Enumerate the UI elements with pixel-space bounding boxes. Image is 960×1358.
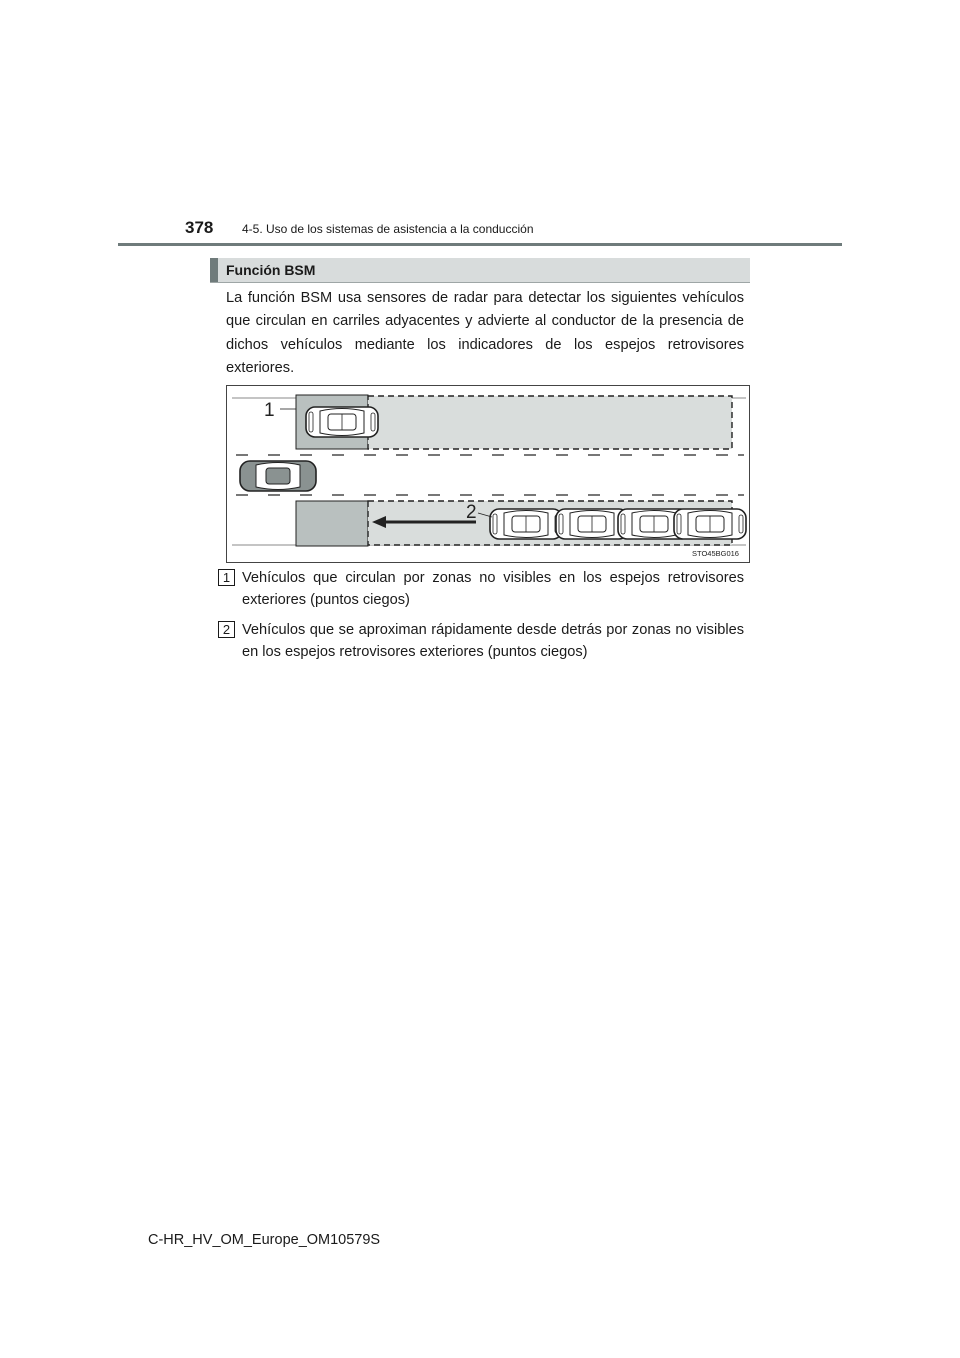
figure-code: STO45BG016 [692,549,739,558]
car-icon [674,509,746,539]
item-number-badge: 1 [218,569,235,586]
item-text: Vehículos que circulan por zonas no visibles en los espejos retrovisores exteriores (puntos ciegos) [242,570,744,608]
footer-doc-id: C-HR_HV_OM_Europe_OM10579S [148,1232,381,1248]
own-car-icon [240,461,316,491]
lower-blind-spot-zone [296,501,368,546]
list-item [218,619,744,663]
item-text: Vehículos que se aproximan rápidamente desde detrás por zonas no visibles en los espejos retrovisores exteriores (puntos ciegos) [242,622,744,660]
section-title: Función BSM [226,262,316,278]
list-item [218,567,744,611]
intro-paragraph: La función BSM usa sensores de radar para detectar los siguientes vehículos que circulan en carriles adyacentes y advierte al conductor de la presencia de dichos vehículos mediante los indicadores de los espejos retrovisores exteriores. [226,290,744,376]
car-icon [306,407,378,437]
callout-2-label [466,502,477,523]
section-heading: 4-5. Uso de los sistemas de asistencia a la conducción [242,222,534,236]
item-number-badge: 2 [218,621,235,638]
svg-text:2: 2 [466,502,477,523]
item-list [218,567,744,671]
title-accent [210,258,218,282]
section-title-bar [210,258,750,283]
svg-text:1: 1 [264,400,275,421]
bsm-diagram [226,385,750,563]
car-icon [490,509,562,539]
upper-detection-zone [368,396,732,449]
header-rule [118,243,842,246]
page-number: 378 [185,218,214,237]
callout-1-label [262,399,280,421]
